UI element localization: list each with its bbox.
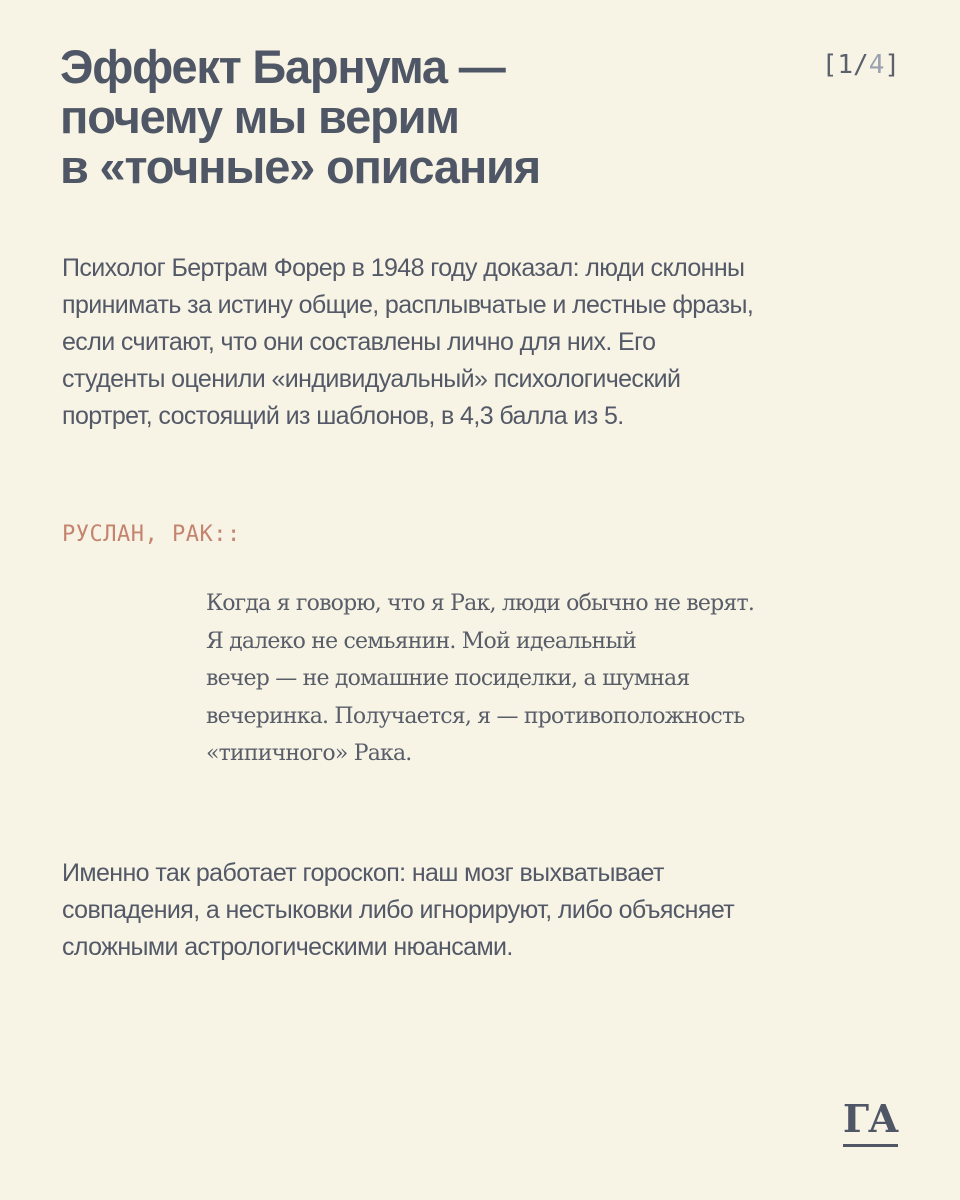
pager-open-bracket: [ [821, 50, 838, 80]
testimonial-quote [206, 585, 906, 773]
intro-line: Психолог Бертрам Форер в 1948 году доказал: люди склонны [62, 254, 745, 282]
intro-line: если считают, что они составлены лично для них. Его [62, 328, 656, 356]
pager-current: 1 [837, 50, 854, 80]
conclusion-line: совпадения, а нестыковки либо игнорируют, либо объясняет [62, 896, 735, 924]
pager-total: 4 [868, 50, 885, 80]
quote-line: вечер — не домашние посиделки, а шумная [206, 666, 690, 691]
intro-line: портрет, состоящий из шаблонов, в 4,3 балла из 5. [62, 402, 624, 430]
quote-line: вечеринка. Получается, я — противоположность [206, 703, 745, 729]
conclusion-line: сложными астрологическими нюансами. [62, 933, 513, 961]
quote-line: Я далеко не семьянин. Мой идеальный [206, 628, 636, 654]
testimonial-speaker: РУСЛАН, РАК:: [62, 522, 241, 547]
quote-line: Когда я говорю, что я Рак, люди обычно не верят. [206, 591, 755, 616]
pager-close-bracket: ] [884, 50, 900, 80]
intro-line: принимать за истину общие, расплывчатые и лестные фразы, [62, 291, 754, 319]
title-line: Эффект Барнума — [60, 40, 505, 93]
pager-separator: / [853, 50, 869, 80]
conclusion-paragraph [62, 855, 922, 966]
intro-line: студенты оценили «индивидуальный» психологический [62, 365, 681, 393]
intro-paragraph [62, 250, 922, 435]
brand-logo: ГА [843, 1100, 898, 1147]
title-line: в «точные» описания [60, 140, 540, 193]
page-counter [822, 50, 900, 80]
page-title [60, 42, 700, 192]
conclusion-line: Именно так работает гороскоп: наш мозг выхватывает [62, 859, 664, 887]
title-line: почему мы верим [60, 90, 459, 143]
quote-line: «типичного» Рака. [206, 741, 412, 766]
